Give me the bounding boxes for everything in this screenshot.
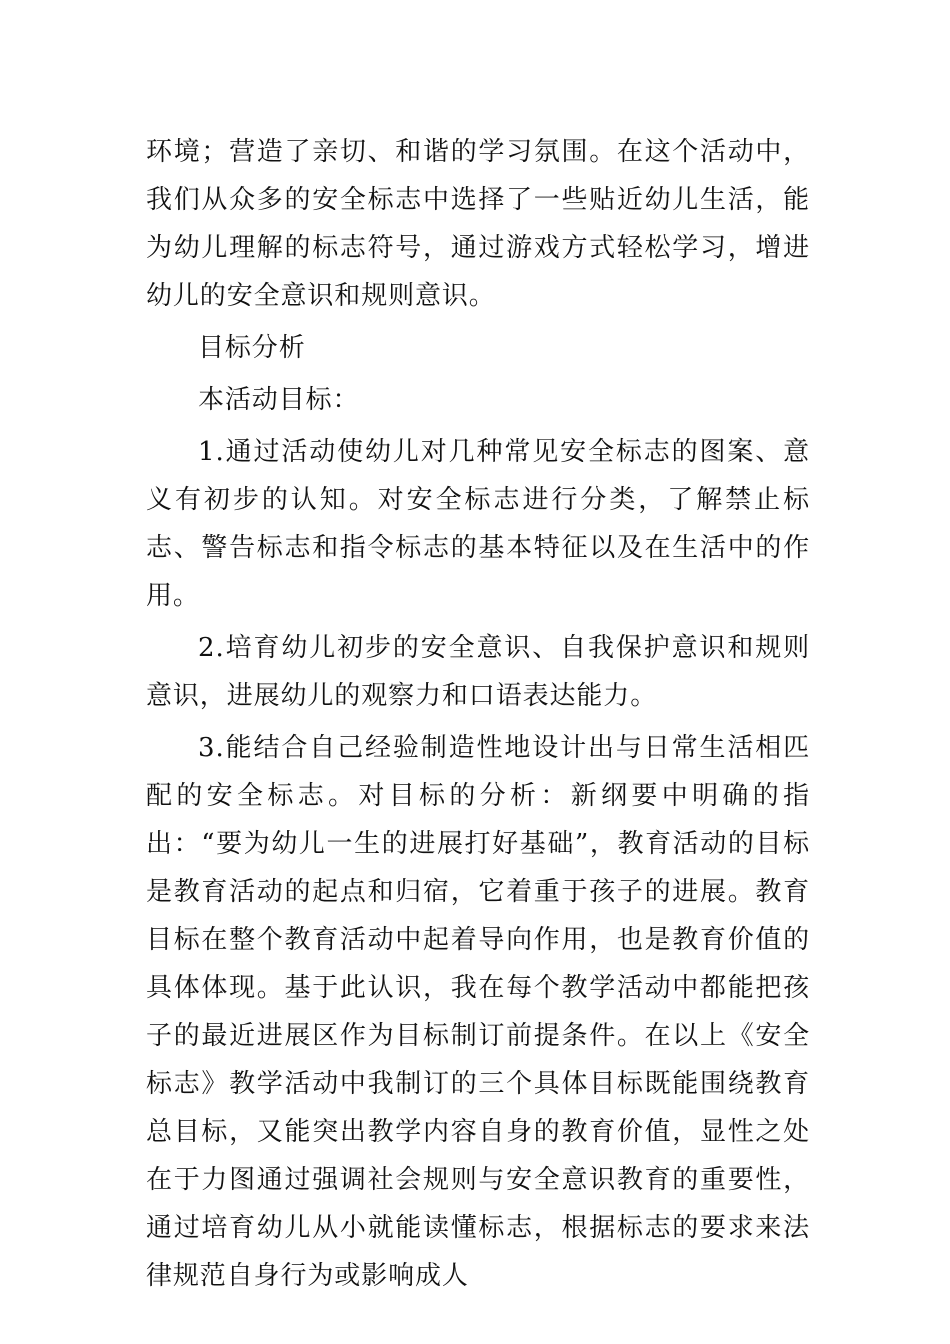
section-heading-goal-analysis: 目标分析 — [198, 333, 306, 363]
goal-item-3: 3.能结合自己经验制造性地设计出与日常生活相匹配的安全标志。对目标的分析：新纲要中明确的指出：“要为幼儿一生的进展打好基础”，教育活动的目标是教育活动的起点和归宿，它着重于孩子的进展。教育目标在整个教育活动中起着导向作用，也是教育价值的具体体现。基于此认识，我在每个教学活动中都能把孩子的最近进展区作为目标制订前提条件。在以上《安全标志》教学活动中我制订的三个具体目标既能围绕教育总目标，又能突出教学内容自身的教育价值，显性之处在于力图通过强调社会规则与安全意识教育的重要性，通过培育幼儿从小就能读懂标志，根据标志的要求来法律规范自身行为或影响成人 — [146, 733, 810, 1291]
document-body — [146, 128, 810, 1304]
goal-item-1: 1.通过活动使幼儿对几种常见安全标志的图案、意义有初步的认知。对安全标志进行分类，了解禁止标志、警告标志和指令标志的基本特征以及在生活中的作用。 — [146, 437, 810, 611]
paragraph-intro-continuation: 环境；营造了亲切、和谐的学习氛围。在这个活动中，我们从众多的安全标志中选择了一些贴近幼儿生活，能为幼儿理解的标志符号，通过游戏方式轻松学习，增进幼儿的安全意识和规则意识。 — [146, 137, 810, 311]
subheading-activity-goals: 本活动目标： — [198, 385, 360, 415]
goal-item-2: 2.培育幼儿初步的安全意识、自我保护意识和规则意识，进展幼儿的观察力和口语表达能力。 — [146, 633, 810, 711]
